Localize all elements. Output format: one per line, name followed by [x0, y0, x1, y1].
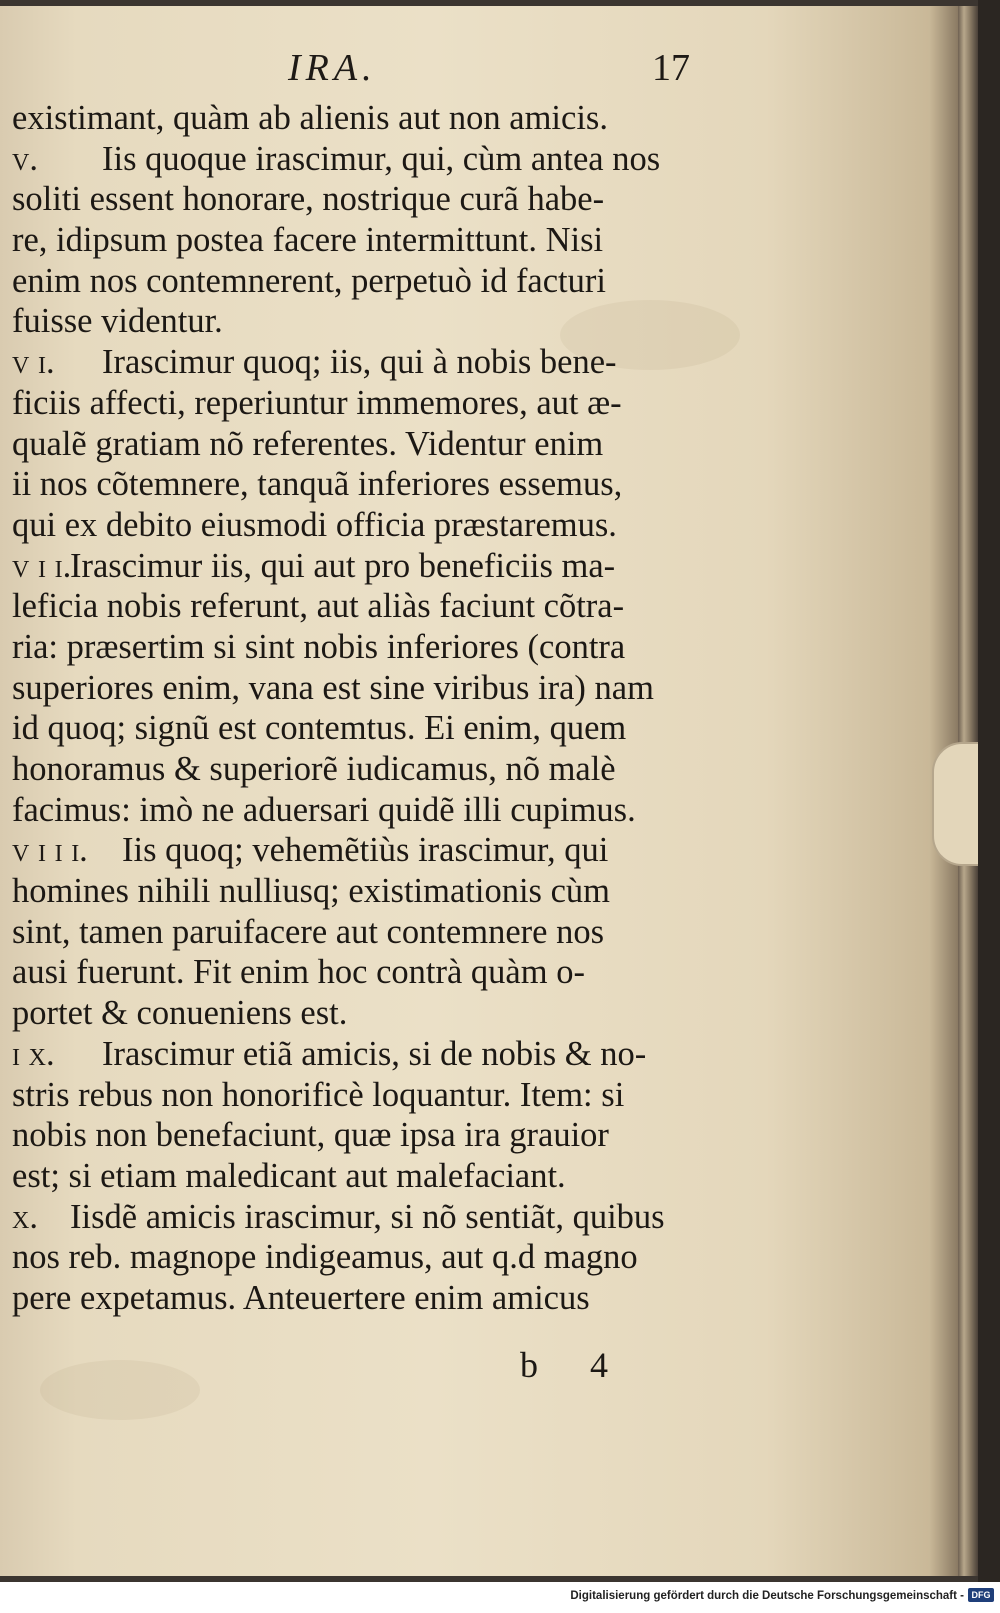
- text-line: [12, 342, 724, 383]
- line-text: Iis quoq; vehemẽtiùs irascimur, qui: [122, 831, 609, 870]
- line-text: portet & conueniens est.: [12, 994, 348, 1033]
- line-text: nobis non benefaciunt, quæ ipsa ira grauior: [12, 1116, 609, 1155]
- line-text: Iisdẽ amicis irascimur, si nõ sentiãt, quibus: [70, 1197, 665, 1236]
- line-text: qualẽ gratiam nõ referentes. Videntur enim: [12, 424, 604, 463]
- line-text: existimant, quàm ab alienis aut non amicis.: [12, 99, 608, 137]
- section-numeral: v i i i.: [12, 831, 88, 870]
- text-line: [12, 139, 724, 180]
- text-line: [12, 98, 724, 139]
- section-numeral: x.: [12, 1197, 38, 1236]
- text-line: [12, 790, 724, 831]
- digitization-footer: [0, 1582, 1000, 1613]
- line-text: ausi fuerunt. Fit enim hoc contrà quàm o-: [12, 953, 585, 992]
- section-numeral: v i.: [12, 343, 55, 382]
- page-number: 17: [652, 47, 690, 89]
- line-text: sint, tamen paruifacere aut contemnere nos: [12, 912, 604, 951]
- line-text: ria: præsertim si sint nobis inferiores (contra: [12, 627, 626, 666]
- signature-mark: [520, 1344, 608, 1386]
- text-line: [12, 586, 724, 627]
- text-line: [12, 749, 724, 790]
- text-line: [12, 546, 724, 587]
- line-text: re, idipsum postea facere intermittunt. Nisi: [12, 221, 604, 260]
- running-title: IRA.: [288, 47, 377, 89]
- text-line: [12, 1237, 724, 1278]
- line-text: ficiis affecti, reperiuntur immemores, aut æ-: [12, 383, 622, 422]
- text-line: [12, 383, 724, 424]
- text-line: [12, 1115, 724, 1156]
- line-text: Irascimur quoq; iis, qui à nobis bene-: [102, 343, 617, 382]
- text-line: [12, 1278, 724, 1319]
- line-text: facimus: imò ne aduersari quidẽ illi cupimus.: [12, 790, 636, 829]
- text-line: [12, 871, 724, 912]
- line-text: stris rebus non honorificè loquantur. Item: si: [12, 1075, 625, 1114]
- section-numeral: i x.: [12, 1034, 55, 1073]
- text-line: [12, 464, 724, 505]
- text-line: [12, 179, 724, 220]
- text-line: [12, 1075, 724, 1116]
- text-line: [12, 1156, 724, 1197]
- text-line: [12, 220, 724, 261]
- text-line: [12, 627, 724, 668]
- text-line: [12, 830, 724, 871]
- section-numeral: v.: [12, 139, 38, 178]
- footer-credit: Digitalisierung gefördert durch die Deutsche Forschungsgemeinschaft -: [570, 1590, 964, 1602]
- signature-letter: b: [520, 1345, 538, 1385]
- dfg-logo-icon: DFG: [968, 1588, 994, 1602]
- line-text: id quoq; signũ est contemtus. Ei enim, quem: [12, 709, 627, 748]
- line-text: pere expetamus. Anteuertere enim amicus: [12, 1278, 590, 1317]
- line-text: fuisse videntur.: [12, 302, 223, 341]
- text-line: [12, 668, 724, 709]
- text-line: [12, 952, 724, 993]
- line-text: enim nos contemnerent, perpetuò id facturi: [12, 261, 606, 300]
- line-text: superiores enim, vana est sine viribus ira) nam: [12, 668, 654, 707]
- binding-shadow: [978, 0, 1000, 1582]
- text-line: [12, 1034, 724, 1075]
- line-text: homines nihili nulliusq; existimationis cùm: [12, 872, 610, 911]
- line-text: soliti essent honorare, nostrique curã habe-: [12, 180, 605, 219]
- text-line: [12, 301, 724, 342]
- line-text: est; si etiam maledicant aut malefaciant.: [12, 1156, 566, 1195]
- line-text: ii nos cõtemnere, tanquã inferiores essemus,: [12, 465, 623, 504]
- line-text: qui ex debito eiusmodi officia præstaremus.: [12, 505, 617, 544]
- paper-stain: [40, 1360, 200, 1420]
- page-header: [0, 46, 958, 96]
- page-tab-clip: [932, 742, 978, 866]
- text-line: [12, 505, 724, 546]
- line-text: Irascimur iis, qui aut pro beneficiis ma-: [70, 546, 616, 585]
- text-line: [12, 261, 724, 302]
- text-line: [12, 424, 724, 465]
- text-line: [12, 1197, 724, 1238]
- line-text: honoramus & superiorẽ iudicamus, nõ malè: [12, 750, 616, 788]
- text-line: [12, 708, 724, 749]
- line-text: Irascimur etiã amicis, si de nobis & no-: [102, 1034, 647, 1073]
- body-text: [12, 98, 724, 1319]
- signature-leaf-number: 4: [590, 1345, 608, 1385]
- line-text: nos reb. magnope indigeamus, aut q.d magno: [12, 1238, 638, 1277]
- text-line: [12, 993, 724, 1034]
- line-text: Iis quoque irascimur, qui, cùm antea nos: [102, 139, 661, 178]
- section-numeral: v i i.: [12, 546, 72, 585]
- line-text: leficia nobis referunt, aut aliàs faciunt cõtra-: [12, 587, 625, 626]
- text-line: [12, 912, 724, 953]
